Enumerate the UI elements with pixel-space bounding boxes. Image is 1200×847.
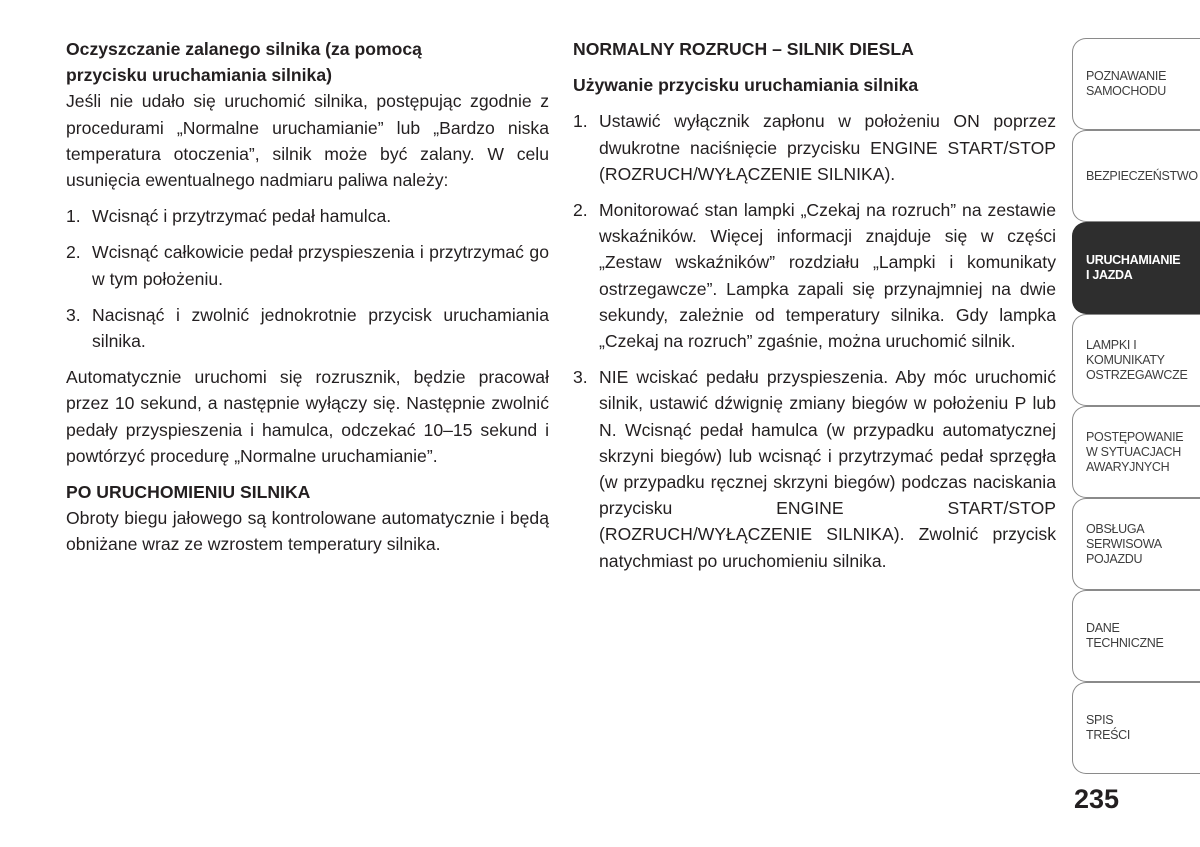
left-column	[66, 36, 549, 558]
list-item: 1. Wcisnąć i przytrzymać pedał hamulca.	[66, 206, 392, 227]
section-heading-diesel-start: NORMALNY ROZRUCH – SILNIK DIESLA	[573, 39, 914, 59]
tab-lampki-i-komunikaty[interactable]: LAMPKI I KOMUNIKATY OSTRZEGAWCZE	[1072, 314, 1200, 406]
tab-dane-techniczne[interactable]: DANE TECHNICZNE	[1072, 590, 1200, 682]
tab-uruchamianie-i-jazda[interactable]: URUCHAMIANIE I JAZDA	[1072, 222, 1200, 314]
list-item: 2. Monitorować stan lampki „Czekaj na rozruch” na zestawie wskaźników. Więcej informacji znajduje się w części „Zestaw wskaźników” rozdziału „Lampki i komunikaty ostrzegawcze”. Lampka zapali się przynajmniej na dwie sekundy, zależnie od temperatury silnika. Gdy lampka „Czekaj na rozruch” zgaśnie, można uruchomić silnik.	[573, 200, 1056, 352]
subheading-start-button: Używanie przycisku uruchamiania silnika	[573, 75, 919, 96]
tab-obsluga-serwisowa[interactable]: OBSŁUGA SERWISOWA POJAZDU	[1072, 498, 1200, 590]
flooded-engine-steps	[66, 203, 549, 354]
page-number: 235	[1074, 784, 1120, 814]
tab-spis-tresci[interactable]: SPIS TREŚCI	[1072, 682, 1200, 774]
list-item: 3. NIE wciskać pedału przyspieszenia. Aby móc uruchomić silnik, ustawić dźwignię zmiany biegów w położeniu P lub N. Wcisnąć pedał hamulca (w przypadku automatycznej skrzyni biegów) lub wcisnąć i przytrzymać pedał sprzęgła (w przypadku ręcznej skrzyni biegów) podczas naciskania przycisku ENGINE START/STOP (ROZRUCH/WYŁĄCZENIE SILNIKA). Zwolnić przycisk natychmiast po uruchomieniu silnika.	[573, 367, 1056, 571]
chapter-tabs	[1072, 38, 1200, 774]
list-item: 3. Nacisnąć i zwolnić jednokrotnie przycisk uruchamiania silnika.	[66, 304, 549, 352]
section-heading-flooded-engine: Oczyszczanie zalanego silnika (za pomocą przycisku uruchamiania silnika)	[66, 39, 422, 86]
section-heading-after-start: PO URUCHOMIENIU SILNIKA	[66, 482, 311, 503]
list-item: 2. Wcisnąć całkowicie pedał przyspieszenia i przytrzymać go w tym położeniu.	[66, 242, 549, 289]
after-start-paragraph: Obroty biegu jałowego są kontrolowane automatycznie i będą obniżane wraz ze wzrostem temperatury silnika.	[66, 508, 549, 555]
diesel-start-steps	[573, 108, 1056, 573]
intro-paragraph: Jeśli nie udało się uruchomić silnika, postępując zgodnie z procedurami „Normalne uruchamianie” lub „Bardzo niska temperatura otoczenia”, silnik może być zalany. W celu usunięcia ewentualnego nadmiaru paliwa należy:	[66, 91, 549, 191]
tab-poznawanie-samochodu[interactable]: POZNAWANIE SAMOCHODU	[1072, 38, 1200, 130]
tab-postepowanie-awaryjne[interactable]: POSTĘPOWANIE W SYTUACJACH AWARYJNYCH	[1072, 406, 1200, 498]
tab-bezpieczenstwo[interactable]: BEZPIECZEŃSTWO	[1072, 130, 1200, 222]
outro-paragraph: Automatycznie uruchomi się rozrusznik, będzie pracował przez 10 sekund, a następnie wyłączy się. Następnie zwolnić pedały przyspieszenia i hamulca, odczekać 10–15 sekund i powtórzyć procedurę „Normalne uruchamianie”.	[66, 367, 549, 466]
list-item: 1. Ustawić wyłącznik zapłonu w położeniu ON poprzez dwukrotne naciśnięcie przycisku ENGINE START/STOP (ROZRUCH/WYŁĄCZENIE SILNIKA).	[573, 111, 1056, 184]
right-column	[573, 36, 1056, 574]
